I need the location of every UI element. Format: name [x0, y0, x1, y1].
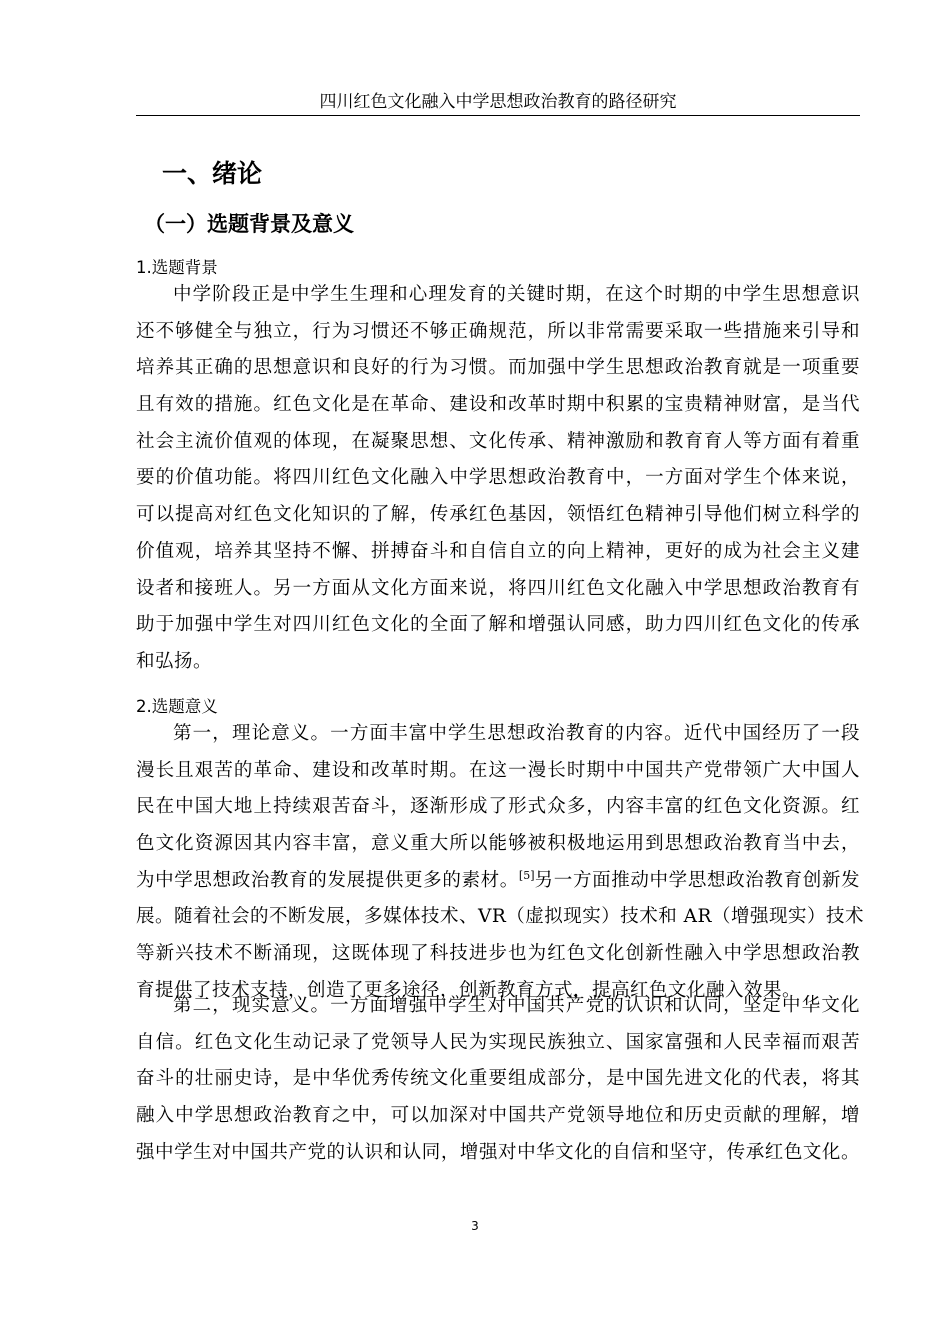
paragraph-line: 第一，理论意义。一方面丰富中学生思想政治教育的内容。近代中国经历了一段: [173, 723, 860, 744]
paragraph-theoretical-significance: [136, 716, 864, 1010]
subsection-title-background: 1.选题背景: [136, 258, 218, 277]
paragraph-line: 还不够健全与独立，行为习惯还不够正确规范，所以非常需要采取一些措施来引导和: [136, 320, 860, 342]
paragraph-line-with-citation: [136, 863, 860, 900]
paragraph-line: 第二，现实意义。一方面增强中学生对中国共产党的认识和认同，坚定中华文化: [173, 995, 860, 1016]
paragraph-line: 设者和接班人。另一方面从文化方面来说，将四川红色文化融入中学思想政治教育有: [136, 577, 860, 599]
citation-marker: [5]: [518, 868, 535, 882]
line-text: 另一方面推动中学思想政治教育创新发: [534, 869, 860, 891]
paragraph-line: 融入中学思想政治教育之中，可以加深对中国共产党领导地位和历史贡献的理解，增: [136, 1105, 860, 1127]
paragraph-background: [136, 277, 860, 681]
paragraph-line: 要的价值功能。将四川红色文化融入中学思想政治教育中，一方面对学生个体来说，: [136, 467, 860, 489]
chapter-title: 一、绪论: [162, 159, 263, 188]
paragraph-line: 奋斗的壮丽史诗，是中华优秀传统文化重要组成部分，是中国先进文化的代表，将其: [136, 1068, 860, 1090]
line-text: 为中学思想政治教育的发展提供更多的素材。: [136, 869, 519, 891]
paragraph-line: 和弘扬。: [136, 650, 213, 672]
paragraph-line: 色文化资源因其内容丰富，意义重大所以能够被积极地运用到思想政治教育当中去，: [136, 833, 860, 855]
header-rule: [136, 115, 860, 116]
paragraph-line: 价值观，培养其坚持不懈、拼搏奋斗和自信自立的向上精神，更好的成为社会主义建: [136, 540, 860, 562]
paragraph-line: 社会主流价值观的体现，在凝聚思想、文化传承、精神激励和教育育人等方面有着重: [136, 430, 860, 452]
paragraph-line: 育提供了技术支持，创造了更多途径，创新教育方式，提高红色文化融入效果。: [136, 979, 802, 1001]
paragraph-line: 漫长且艰苦的革命、建设和改革时期。在这一漫长时期中中国共产党带领广大中国人: [136, 759, 860, 781]
page-number: 3: [471, 1219, 479, 1233]
paragraph-line: 展。随着社会的不断发展，多媒体技术、VR（虚拟现实）技术和 AR（增强现实）技术: [136, 906, 864, 928]
paragraph-line: 助于加强中学生对四川红色文化的全面了解和增强认同感，助力四川红色文化的传承: [136, 614, 860, 636]
paragraph-practical-significance: [136, 988, 860, 1171]
paragraph-line: 可以提高对红色文化知识的了解，传承红色基因，领悟红色精神引导他们树立科学的: [136, 504, 860, 526]
running-header: 四川红色文化融入中学思想政治教育的路径研究: [319, 92, 677, 112]
paragraph-line: 中学阶段正是中学生生理和心理发育的关键时期，在这个时期的中学生思想意识: [173, 284, 860, 305]
paragraph-line: 强中学生对中国共产党的认识和认同，增强对中华文化的自信和坚守，传承红色文化。: [136, 1141, 860, 1163]
paragraph-line: 且有效的措施。红色文化是在革命、建设和改革时期中积累的宝贵精神财富，是当代: [136, 394, 860, 416]
section-title: （一）选题背景及意义: [144, 212, 354, 236]
paragraph-line: 自信。红色文化生动记录了党领导人民为实现民族独立、国家富强和人民幸福而艰苦: [136, 1031, 860, 1053]
paragraph-line: 等新兴技术不断涌现，这既体现了科技进步也为红色文化创新性融入中学思想政治教: [136, 943, 860, 965]
paragraph-line: 培养其正确的思想意识和良好的行为习惯。而加强中学生思想政治教育就是一项重要: [136, 357, 860, 379]
subsection-title-significance: 2.选题意义: [136, 697, 218, 716]
paragraph-line: 民在中国大地上持续艰苦奋斗，逐渐形成了形式众多，内容丰富的红色文化资源。红: [136, 796, 860, 818]
